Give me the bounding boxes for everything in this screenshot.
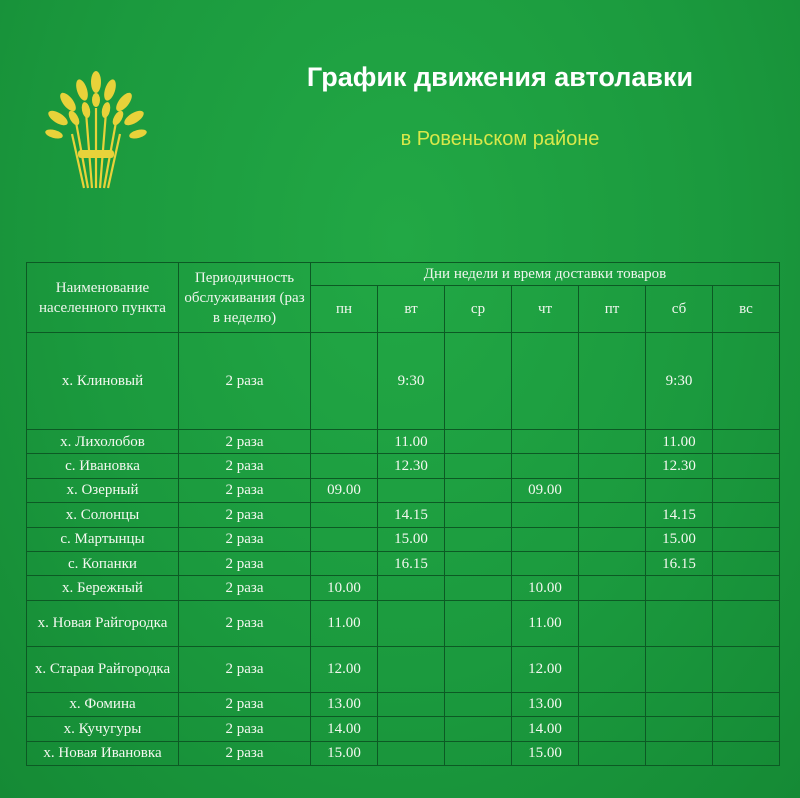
time-cell: 16.15 (378, 551, 445, 575)
time-cell (445, 741, 512, 765)
frequency-value: 2 раза (179, 478, 311, 502)
time-cell (378, 692, 445, 716)
frequency-value: 2 раза (179, 600, 311, 646)
page-subtitle: в Ровеньском районе (400, 128, 600, 150)
time-cell (646, 478, 713, 502)
table-row (27, 333, 780, 430)
frequency-value: 2 раза (179, 576, 311, 600)
frequency-value: 2 раза (179, 527, 311, 551)
frequency-value: 2 раза (179, 551, 311, 575)
time-cell (445, 527, 512, 551)
header-day-tue: вт (378, 286, 445, 333)
time-cell: 9:30 (646, 333, 713, 430)
time-cell: 16.15 (646, 551, 713, 575)
frequency-value: 2 раза (179, 646, 311, 692)
table-row (27, 717, 780, 741)
header-frequency: Периодичность обслуживания (раз в неделю) (179, 263, 311, 333)
time-cell (512, 551, 579, 575)
header-settlement: Наименование населенного пункта (27, 263, 179, 333)
time-cell (579, 600, 646, 646)
table-row (27, 503, 780, 527)
frequency-value: 2 раза (179, 454, 311, 478)
settlement-name: х. Озерный (27, 478, 179, 502)
time-cell (445, 692, 512, 716)
time-cell (713, 527, 780, 551)
time-cell (311, 527, 378, 551)
time-cell: 11.00 (512, 600, 579, 646)
time-cell (378, 600, 445, 646)
time-cell (713, 503, 780, 527)
time-cell: 09.00 (512, 478, 579, 502)
time-cell (311, 454, 378, 478)
time-cell (713, 741, 780, 765)
time-cell (378, 646, 445, 692)
time-cell (445, 478, 512, 502)
time-cell (579, 527, 646, 551)
time-cell (445, 503, 512, 527)
time-cell (713, 600, 780, 646)
frequency-value: 2 раза (179, 741, 311, 765)
time-cell: 14.00 (311, 717, 378, 741)
header-day-sun: вс (713, 286, 780, 333)
settlement-name: с. Мартынцы (27, 527, 179, 551)
time-cell (579, 692, 646, 716)
table-row (27, 646, 780, 692)
time-cell: 14.00 (512, 717, 579, 741)
time-cell (579, 333, 646, 430)
time-cell (579, 478, 646, 502)
table-row (27, 527, 780, 551)
frequency-value: 2 раза (179, 503, 311, 527)
time-cell (445, 576, 512, 600)
header-day-sat: сб (646, 286, 713, 333)
table-row (27, 600, 780, 646)
time-cell: 9:30 (378, 333, 445, 430)
table-row (27, 551, 780, 575)
time-cell: 12.30 (646, 454, 713, 478)
settlement-name: х. Кучугуры (27, 717, 179, 741)
settlement-name: х. Фомина (27, 692, 179, 716)
time-cell: 10.00 (311, 576, 378, 600)
time-cell (579, 551, 646, 575)
table-row (27, 478, 780, 502)
time-cell (311, 333, 378, 430)
table-row (27, 741, 780, 765)
header-day-mon: пн (311, 286, 378, 333)
time-cell (713, 551, 780, 575)
time-cell (713, 333, 780, 430)
settlement-name: х. Лихолобов (27, 430, 179, 454)
time-cell (579, 576, 646, 600)
time-cell (646, 692, 713, 716)
header-day-thu: чт (512, 286, 579, 333)
time-cell (579, 430, 646, 454)
time-cell: 11.00 (646, 430, 713, 454)
settlement-name: с. Ивановка (27, 454, 179, 478)
settlement-name: х. Новая Райгородка (27, 600, 179, 646)
time-cell (311, 430, 378, 454)
time-cell (579, 454, 646, 478)
time-cell (311, 551, 378, 575)
settlement-name: х. Старая Райгородка (27, 646, 179, 692)
time-cell (579, 717, 646, 741)
time-cell: 11.00 (311, 600, 378, 646)
time-cell: 10.00 (512, 576, 579, 600)
table-row (27, 576, 780, 600)
settlement-name: х. Бережный (27, 576, 179, 600)
time-cell (713, 454, 780, 478)
time-cell (311, 503, 378, 527)
time-cell (713, 576, 780, 600)
settlement-name: х. Солонцы (27, 503, 179, 527)
time-cell (378, 741, 445, 765)
time-cell: 14.15 (646, 503, 713, 527)
time-cell (646, 646, 713, 692)
table-row (27, 692, 780, 716)
table-row (27, 430, 780, 454)
time-cell (512, 454, 579, 478)
time-cell (445, 600, 512, 646)
time-cell (512, 503, 579, 527)
time-cell: 12.30 (378, 454, 445, 478)
time-cell: 09.00 (311, 478, 378, 502)
time-cell (713, 692, 780, 716)
schedule-table (26, 262, 780, 766)
time-cell: 15.00 (512, 741, 579, 765)
frequency-value: 2 раза (179, 717, 311, 741)
time-cell (646, 600, 713, 646)
time-cell (646, 717, 713, 741)
time-cell (445, 333, 512, 430)
time-cell (713, 646, 780, 692)
frequency-value: 2 раза (179, 333, 311, 430)
time-cell: 12.00 (311, 646, 378, 692)
time-cell (512, 430, 579, 454)
time-cell: 14.15 (378, 503, 445, 527)
time-cell (378, 717, 445, 741)
time-cell: 11.00 (378, 430, 445, 454)
time-cell (579, 646, 646, 692)
time-cell: 15.00 (378, 527, 445, 551)
time-cell: 15.00 (646, 527, 713, 551)
frequency-value: 2 раза (179, 430, 311, 454)
time-cell: 13.00 (311, 692, 378, 716)
time-cell (445, 646, 512, 692)
header-day-fri: пт (579, 286, 646, 333)
time-cell (512, 527, 579, 551)
settlement-name: х. Клиновый (27, 333, 179, 430)
time-cell (445, 454, 512, 478)
time-cell (646, 576, 713, 600)
time-cell: 15.00 (311, 741, 378, 765)
time-cell: 12.00 (512, 646, 579, 692)
time-cell (713, 478, 780, 502)
time-cell (378, 576, 445, 600)
frequency-value: 2 раза (179, 692, 311, 716)
settlement-name: х. Новая Ивановка (27, 741, 179, 765)
time-cell (512, 333, 579, 430)
time-cell (445, 717, 512, 741)
header-day-wed: ср (445, 286, 512, 333)
settlement-name: с. Копанки (27, 551, 179, 575)
wheat-sheaf-icon (42, 68, 150, 192)
time-cell (579, 741, 646, 765)
time-cell (445, 430, 512, 454)
time-cell (713, 430, 780, 454)
time-cell (378, 478, 445, 502)
time-cell (445, 551, 512, 575)
time-cell: 13.00 (512, 692, 579, 716)
time-cell (579, 503, 646, 527)
page-title: График движения автолавки (306, 62, 694, 92)
time-cell (713, 717, 780, 741)
header-days-group: Дни недели и время доставки товаров (311, 263, 780, 286)
time-cell (646, 741, 713, 765)
table-row (27, 454, 780, 478)
